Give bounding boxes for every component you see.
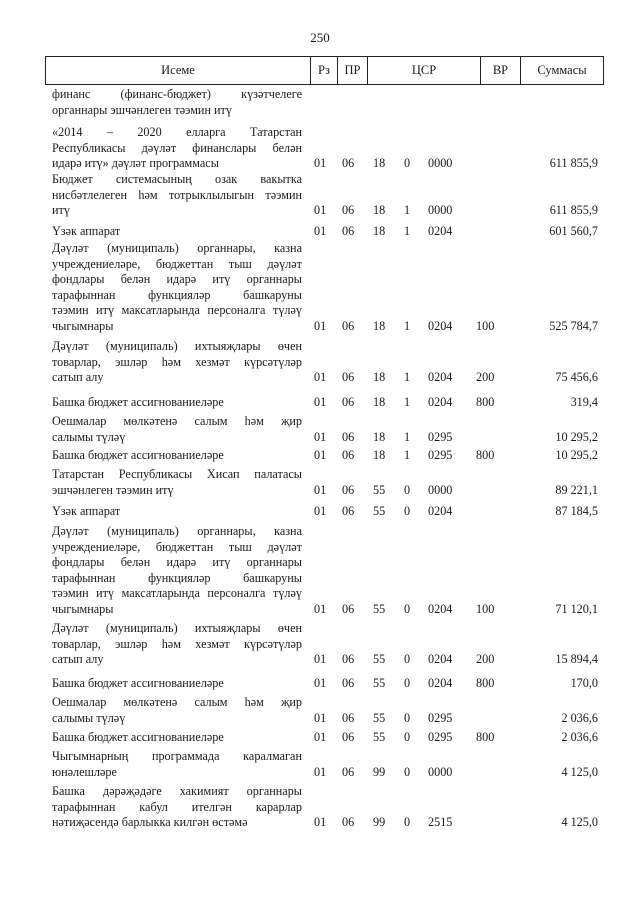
header-vr: ВР	[481, 57, 521, 84]
row-name-line: эшчәнлеген тәэмин итү	[52, 482, 174, 497]
row-name	[52, 467, 302, 498]
row-sum: 601 560,7	[549, 224, 598, 238]
row-name-line: Башка бюджет ассигнованиеләре	[52, 395, 224, 409]
row-tsr-sub: 0	[404, 156, 411, 171]
row-name-line: товарлар, эшләр һәм хезмәт күрсәтүләр	[52, 354, 302, 369]
row-pr: 06	[342, 504, 355, 518]
row-name	[52, 784, 302, 831]
row-name-line: Үзәк аппарат	[52, 224, 121, 238]
row-tsr-program: 99	[373, 815, 386, 830]
page-number: 250	[310, 30, 330, 45]
row-vr: 800	[476, 395, 495, 409]
row-name-line: тарафыннан кабул ителгән карарлар	[52, 799, 302, 814]
row-vr: 800	[476, 730, 495, 744]
row-pr: 06	[342, 652, 355, 667]
row-name-line: тарафыннан функцияләр башкаруны	[52, 570, 302, 585]
row-tsr-program: 55	[373, 482, 386, 497]
row-rz: 01	[314, 448, 327, 462]
row-name-line: нәтиҗәсендә барлыкка килгән өстәмә	[52, 815, 248, 830]
row-name-line: финанс (финанс-бюджет) күзәтчелеге	[52, 87, 302, 101]
row-name-line: юнәлешләре	[52, 764, 117, 779]
row-tsr-sub: 0	[404, 652, 411, 667]
row-sum: 10 295,2	[555, 429, 598, 444]
row-sum: 71 120,1	[555, 602, 598, 616]
table-row	[0, 414, 640, 445]
header-pr: ПР	[338, 57, 368, 84]
row-name	[52, 172, 302, 219]
row-pr: 06	[342, 370, 355, 385]
row-rz: 01	[314, 764, 327, 779]
row-tsr-sub: 0	[404, 482, 411, 497]
row-rz: 01	[314, 370, 327, 385]
table-row	[0, 524, 640, 618]
row-sum: 170,0	[570, 676, 598, 690]
row-tsr-program: 55	[373, 730, 386, 744]
row-rz: 01	[314, 652, 327, 667]
row-name	[52, 241, 302, 335]
row-name	[52, 224, 302, 240]
row-tsr-direction: 0000	[428, 764, 453, 779]
row-tsr-program: 55	[373, 652, 386, 667]
row-tsr-program: 55	[373, 710, 386, 725]
row-tsr-program: 18	[373, 319, 386, 333]
row-tsr-program: 55	[373, 602, 386, 616]
row-rz: 01	[314, 710, 327, 725]
row-name-line: тәэмин итү максатларында персоналга түләү	[52, 586, 302, 601]
table-row	[0, 241, 640, 335]
row-name-line: учреждениеләре, бюджеттан тыш дәүләт	[52, 539, 302, 554]
row-tsr-sub: 0	[404, 504, 411, 518]
row-pr: 06	[342, 815, 355, 830]
row-sum: 4 125,0	[561, 815, 598, 830]
row-name-line: Оешмалар мөлкәтенә салым һәм җир	[52, 414, 302, 428]
row-tsr-sub: 0	[404, 676, 411, 690]
row-sum: 10 295,2	[555, 448, 598, 462]
row-name	[52, 730, 302, 746]
row-tsr-direction: 0204	[428, 676, 453, 690]
row-tsr-direction: 0295	[428, 710, 453, 725]
row-name	[52, 749, 302, 780]
row-name-line: чыгымнары	[52, 318, 114, 333]
table-row	[0, 87, 640, 118]
row-name-line: чыгымнары	[52, 601, 114, 616]
row-sum: 15 894,4	[555, 652, 598, 667]
row-name-line: Бюджет системасының озак вакытка	[52, 172, 302, 186]
row-sum: 4 125,0	[561, 764, 598, 779]
row-tsr-program: 18	[373, 203, 386, 218]
table-row	[0, 695, 640, 726]
row-vr: 100	[476, 602, 495, 616]
row-tsr-direction: 0000	[428, 482, 453, 497]
row-rz: 01	[314, 203, 327, 218]
row-rz: 01	[314, 730, 327, 744]
row-name	[52, 524, 302, 618]
table-row	[0, 621, 640, 668]
table-row	[0, 339, 640, 386]
row-tsr-sub: 1	[404, 203, 411, 218]
row-pr: 06	[342, 730, 355, 744]
row-sum: 89 221,1	[555, 482, 598, 497]
row-sum: 2 036,6	[561, 710, 598, 725]
table-row	[0, 784, 640, 831]
row-tsr-sub: 0	[404, 602, 411, 616]
row-rz: 01	[314, 319, 327, 333]
row-sum: 87 184,5	[555, 504, 598, 518]
row-name	[52, 87, 302, 118]
row-pr: 06	[342, 203, 355, 218]
row-tsr-sub: 1	[404, 319, 411, 333]
row-rz: 01	[314, 676, 327, 690]
row-rz: 01	[314, 395, 327, 409]
row-rz: 01	[314, 482, 327, 497]
row-tsr-direction: 0295	[428, 730, 453, 744]
row-tsr-direction: 0295	[428, 448, 453, 462]
row-pr: 06	[342, 319, 355, 333]
row-rz: 01	[314, 224, 327, 238]
row-name	[52, 125, 302, 172]
row-name-line: тәэмин итү максатларында персоналга түләү	[52, 303, 302, 318]
row-sum: 611 855,9	[549, 203, 598, 218]
header-tsr: ЦСР	[368, 57, 481, 84]
row-tsr-direction: 0204	[428, 370, 453, 385]
row-tsr-sub: 0	[404, 710, 411, 725]
row-tsr-program: 18	[373, 156, 386, 171]
row-pr: 06	[342, 395, 355, 409]
row-name-line: идарә итү» дәүләт программасы	[52, 156, 219, 171]
row-tsr-direction: 0204	[428, 504, 453, 518]
row-name-line: салымы түләү	[52, 710, 126, 725]
row-tsr-sub: 0	[404, 730, 411, 744]
table-row	[0, 224, 640, 240]
row-name-line: нисбәтлелеген һәм тотрыклылыгын тәэмин	[52, 187, 302, 202]
row-vr: 200	[476, 652, 495, 667]
table-row	[0, 125, 640, 172]
header-rz: Рз	[311, 57, 338, 84]
table-row	[0, 395, 640, 411]
row-tsr-sub: 1	[404, 448, 411, 462]
row-tsr-direction: 0204	[428, 224, 453, 238]
row-tsr-sub: 1	[404, 429, 411, 444]
row-tsr-program: 55	[373, 676, 386, 690]
row-name	[52, 676, 302, 692]
row-name-line: фондлары белән идарә итү органнары	[52, 272, 302, 287]
row-name-line: Башка бюджет ассигнованиеләре	[52, 448, 224, 462]
row-sum: 611 855,9	[549, 156, 598, 171]
row-name-line: Башка бюджет ассигнованиеләре	[52, 676, 224, 690]
table-header	[45, 56, 604, 85]
row-tsr-sub: 1	[404, 370, 411, 385]
row-pr: 06	[342, 156, 355, 171]
table-row	[0, 467, 640, 498]
row-vr: 200	[476, 370, 495, 385]
row-tsr-program: 18	[373, 224, 386, 238]
row-name-line: учреждениеләре, бюджеттан тыш дәүләт	[52, 256, 302, 271]
row-vr: 100	[476, 319, 495, 333]
row-pr: 06	[342, 448, 355, 462]
row-rz: 01	[314, 602, 327, 616]
row-name-line: Башка бюджет ассигнованиеләре	[52, 730, 224, 744]
row-name-line: Оешмалар мөлкәтенә салым һәм җир	[52, 695, 302, 709]
row-tsr-sub: 1	[404, 395, 411, 409]
row-tsr-program: 99	[373, 764, 386, 779]
row-tsr-direction: 0000	[428, 203, 453, 218]
row-name-line: сатып алу	[52, 370, 104, 385]
row-name-line: Дәүләт (муниципаль) ихтыяҗлары өчен	[52, 339, 302, 353]
row-tsr-program: 18	[373, 370, 386, 385]
row-name-line: органнары эшчәнлеген тәэмин итү	[52, 102, 232, 117]
row-pr: 06	[342, 676, 355, 690]
row-name	[52, 339, 302, 386]
table-row	[0, 676, 640, 692]
row-name-line: тарафыннан функцияләр башкаруны	[52, 287, 302, 302]
row-name-line: Татарстан Республикасы Хисап палатасы	[52, 467, 302, 481]
row-tsr-sub: 0	[404, 815, 411, 830]
table-row	[0, 172, 640, 219]
row-tsr-direction: 0204	[428, 602, 453, 616]
row-tsr-program: 18	[373, 395, 386, 409]
row-sum: 525 784,7	[549, 319, 598, 333]
row-tsr-direction: 0204	[428, 319, 453, 333]
header-sum: Суммасы	[537, 63, 587, 77]
row-pr: 06	[342, 224, 355, 238]
row-name-line: Дәүләт (муниципаль) органнары, казна	[52, 524, 302, 538]
row-tsr-program: 18	[373, 448, 386, 462]
row-tsr-direction: 2515	[428, 815, 453, 830]
row-tsr-direction: 0204	[428, 652, 453, 667]
row-sum: 2 036,6	[561, 730, 598, 744]
row-tsr-direction: 0000	[428, 156, 453, 171]
row-tsr-sub: 1	[404, 224, 411, 238]
row-pr: 06	[342, 602, 355, 616]
row-pr: 06	[342, 429, 355, 444]
row-tsr-direction: 0295	[428, 429, 453, 444]
row-name	[52, 695, 302, 726]
row-rz: 01	[314, 429, 327, 444]
row-name	[52, 414, 302, 445]
table-row	[0, 730, 640, 746]
row-name-line: Республикасы дәүләт финанслары белән	[52, 140, 302, 155]
row-tsr-sub: 0	[404, 764, 411, 779]
row-name-line: фондлары белән идарә итү органнары	[52, 555, 302, 570]
row-tsr-program: 55	[373, 504, 386, 518]
row-name-line: сатып алу	[52, 652, 104, 667]
table-row	[0, 504, 640, 520]
row-pr: 06	[342, 482, 355, 497]
row-name-line: «2014 – 2020 елларга Татарстан	[52, 125, 302, 139]
row-name-line: товарлар, эшләр һәм хезмәт күрсәтүләр	[52, 636, 302, 651]
row-vr: 800	[476, 676, 495, 690]
row-rz: 01	[314, 156, 327, 171]
row-name-line: Башка дәрәҗәдәге хакимият органнары	[52, 784, 302, 798]
row-tsr-direction: 0204	[428, 395, 453, 409]
header-name: Исеме	[46, 57, 311, 84]
row-name	[52, 621, 302, 668]
row-sum: 319,4	[570, 395, 598, 409]
row-name-line: Дәүләт (муниципаль) ихтыяҗлары өчен	[52, 621, 302, 635]
row-tsr-program: 18	[373, 429, 386, 444]
row-name-line: Үзәк аппарат	[52, 504, 121, 518]
row-name-line: Дәүләт (муниципаль) органнары, казна	[52, 241, 302, 255]
row-name-line: салымы түләү	[52, 429, 126, 444]
row-rz: 01	[314, 504, 327, 518]
row-name	[52, 504, 302, 520]
row-name	[52, 395, 302, 411]
row-sum: 75 456,6	[555, 370, 598, 385]
table-row	[0, 448, 640, 464]
row-name-line: Чыгымнарның программада каралмаган	[52, 749, 302, 763]
row-pr: 06	[342, 764, 355, 779]
row-name	[52, 448, 302, 464]
row-pr: 06	[342, 710, 355, 725]
table-row	[0, 749, 640, 780]
row-rz: 01	[314, 815, 327, 830]
row-vr: 800	[476, 448, 495, 462]
row-name-line: итү	[52, 203, 70, 218]
